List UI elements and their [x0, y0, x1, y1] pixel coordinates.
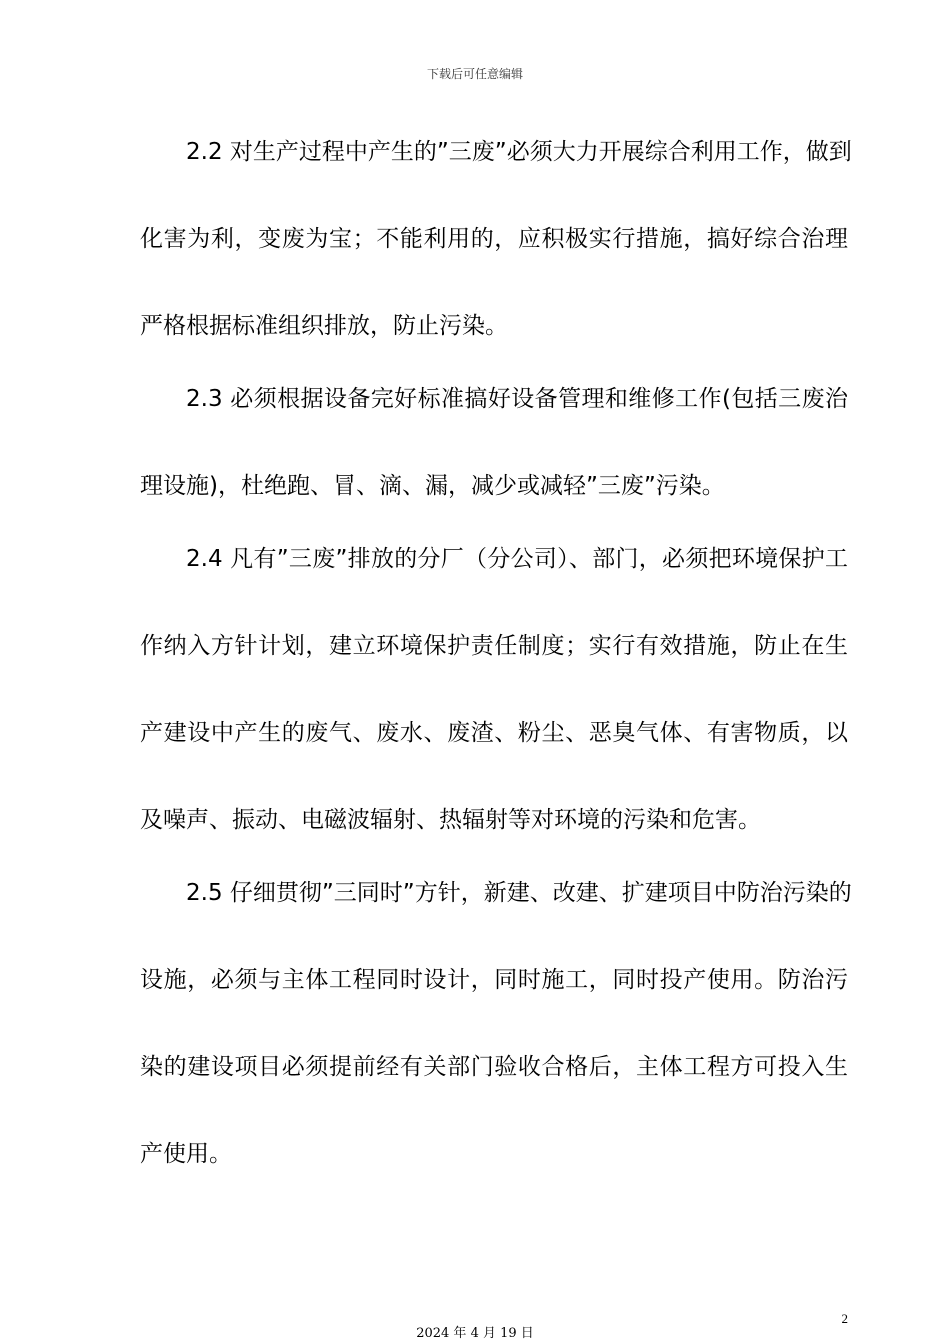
section-2-3-line-1: 2.3 必须根据设备完好标准搞好设备管理和维修工作(包括三废治	[186, 386, 848, 412]
footer-date: 2024 年 4 月 19 日	[416, 1326, 534, 1341]
section-2-5-line-2: 设施，必须与主体工程同时设计，同时施工，同时投产使用。防治污	[140, 967, 848, 993]
section-2-4-line-3: 产建设中产生的废气、废水、废渣、粉尘、恶臭气体、有害物质，以	[140, 720, 848, 746]
section-2-4-line-2: 作纳入方针计划，建立环境保护责任制度；实行有效措施，防止在生	[140, 633, 848, 659]
page-number: 2	[841, 1311, 848, 1326]
section-2-4-line-4: 及噪声、振动、电磁波辐射、热辐射等对环境的污染和危害。	[140, 807, 761, 833]
section-2-5-line-4: 产使用。	[140, 1141, 232, 1167]
section-2-3-line-2: 理设施)，杜绝跑、冒、滴、漏，减少或减轻”三废”污染。	[140, 473, 725, 499]
section-2-2-line-2: 化害为利，变废为宝；不能利用的，应积极实行措施，搞好综合治理	[140, 226, 848, 252]
section-2-5-line-3: 染的建设项目必须提前经有关部门验收合格后，主体工程方可投入生	[140, 1054, 848, 1080]
section-2-2-line-3: 严格根据标准组织排放，防止污染。	[140, 313, 508, 339]
section-2-5-line-1: 2.5 仔细贯彻”三同时”方针，新建、改建、扩建项目中防治污染的	[186, 880, 852, 906]
page-header: 下载后可任意编辑	[426, 67, 523, 81]
section-2-4-line-1: 2.4 凡有”三废”排放的分厂（分公司）、部门，必须把环境保护工	[186, 546, 848, 572]
section-2-2-line-1: 2.2 对生产过程中产生的”三废”必须大力开展综合利用工作，做到	[186, 139, 852, 165]
